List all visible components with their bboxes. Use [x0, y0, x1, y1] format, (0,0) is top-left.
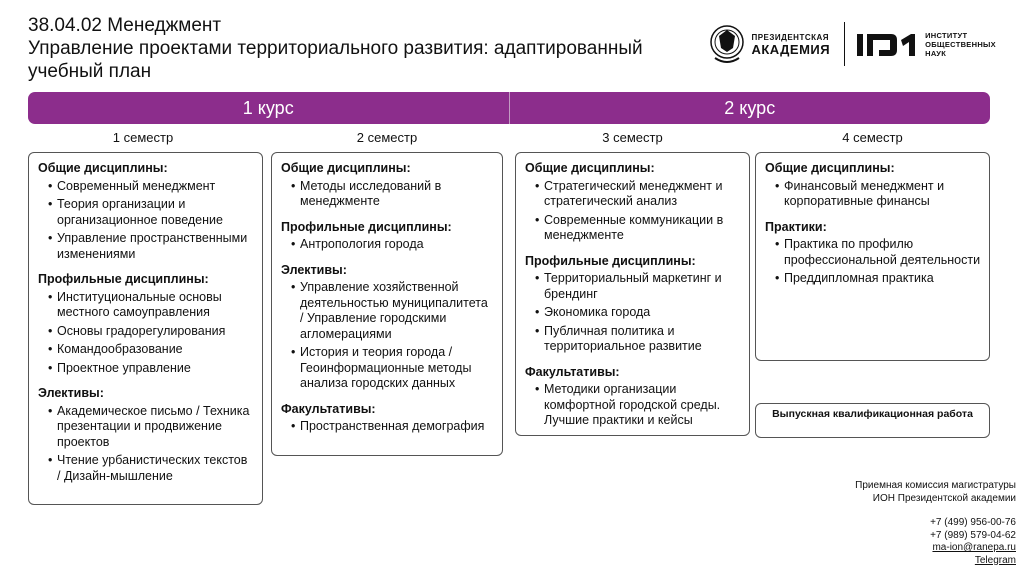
group-title: Профильные дисциплины:	[525, 253, 696, 268]
discipline-item: • Экономика города	[535, 305, 741, 321]
page-title	[28, 14, 708, 83]
discipline-list	[525, 179, 741, 244]
discipline-item: • Академическое письмо / Техника презентации и продвижение проектов	[48, 404, 254, 451]
discipline-item: • Публичная политика и территориальное развитие	[535, 324, 741, 355]
discipline-group	[281, 161, 494, 210]
discipline-item: • Управление пространственными изменениями	[48, 231, 254, 262]
discipline-list	[281, 419, 494, 435]
discipline-list	[765, 179, 981, 210]
discipline-item: • Современный менеджмент	[48, 179, 254, 195]
group-title: Элективы:	[281, 262, 347, 277]
course-1-label: 1 курс	[242, 97, 294, 118]
discipline-group	[38, 386, 254, 484]
semester-2-card	[271, 152, 503, 456]
semester-3-label: 3 семестр	[602, 130, 663, 145]
contacts-line1: Приемная комиссия магистратуры	[855, 480, 1016, 491]
discipline-item: • Преддипломная практика	[775, 271, 981, 287]
email-link[interactable]: ma-ion@ranepa.ru	[932, 542, 1016, 553]
discipline-group	[38, 272, 254, 376]
course-bar	[28, 92, 990, 124]
discipline-group	[281, 220, 494, 253]
semester-2-label: 2 семестр	[356, 130, 418, 145]
discipline-list	[38, 404, 254, 485]
discipline-list	[525, 271, 741, 355]
group-title: Общие дисциплины:	[38, 161, 168, 175]
discipline-group	[38, 161, 254, 262]
discipline-item: • Антропология города	[291, 237, 494, 253]
discipline-item: • Командообразование	[48, 342, 254, 358]
telegram-link[interactable]: Telegram	[974, 554, 1016, 566]
semester-4-label: 4 семестр	[842, 130, 903, 145]
group-title: Элективы:	[38, 386, 104, 400]
discipline-group	[765, 161, 981, 210]
phone-2: +7 (989) 579-04-62	[930, 529, 1016, 541]
discipline-item: • Территориальный маркетинг и брендинг	[535, 271, 741, 302]
discipline-list	[525, 382, 741, 429]
discipline-item: • Практика по профилю профессиональной деятельности	[775, 237, 981, 268]
discipline-item: • Управление хозяйственной деятельностью муниципалитета / Управление городскими агломерациями	[291, 280, 494, 342]
discipline-item: • Чтение урбанистических текстов / Дизайн-мышление	[48, 453, 254, 484]
discipline-item: • Институциональные основы местного самоуправления	[48, 290, 254, 321]
discipline-item: • Методики организации комфортной городской среды. Лучшие практики и кейсы	[535, 382, 741, 429]
program-name: Управление проектами территориального развития: адаптированный учебный план	[28, 38, 643, 82]
final-qualification-work-card: Выпускная квалификационная работа	[755, 403, 990, 438]
contacts	[855, 480, 1016, 567]
ion-logo-text: ИНСТИТУТ ОБЩЕСТВЕННЫХ НАУК	[925, 30, 996, 58]
discipline-group	[525, 365, 741, 429]
group-title: Общие дисциплины:	[281, 161, 411, 175]
semester-1-card	[28, 152, 263, 505]
group-title: Общие дисциплины:	[765, 161, 895, 175]
ion-logo-icon	[857, 30, 919, 58]
discipline-group	[281, 402, 494, 435]
discipline-item: • Теория организации и организационное поведение	[48, 197, 254, 228]
discipline-item: • Проектное управление	[48, 361, 254, 377]
discipline-item: • Пространственная демография	[291, 419, 494, 435]
program-code: 38.04.02 Менеджмент	[28, 15, 222, 36]
discipline-list	[281, 179, 494, 210]
course-2-label: 2 курс	[724, 97, 776, 118]
semester-3-card	[515, 152, 750, 436]
discipline-item: • История и теория города / Геоинформационные методы анализа городских данных	[291, 345, 494, 392]
academy-logo-text: ПРЕЗИДЕНТСКАЯ АКАДЕМИЯ	[751, 33, 831, 57]
discipline-group	[281, 263, 494, 392]
discipline-group	[525, 161, 741, 244]
discipline-list	[281, 280, 494, 392]
group-title: Практики:	[765, 219, 827, 234]
semester-4-card	[755, 152, 990, 361]
semester-1-label: 1 семестр	[112, 130, 174, 145]
group-title: Факультативы:	[281, 401, 376, 416]
discipline-item: • Методы исследований в менеджменте	[291, 179, 494, 210]
discipline-item: • Финансовый менеджмент и корпоративные финансы	[775, 179, 981, 210]
contacts-line2: ИОН Президентской академии	[872, 492, 1016, 504]
academy-emblem-icon	[709, 20, 745, 68]
discipline-item: • Современные коммуникации в менеджменте	[535, 213, 741, 244]
discipline-list	[38, 179, 254, 263]
discipline-item: • Стратегический менеджмент и стратегический анализ	[535, 179, 741, 210]
discipline-group	[765, 220, 981, 287]
discipline-item: • Основы градорегулирования	[48, 324, 254, 340]
group-title: Профильные дисциплины:	[38, 272, 209, 286]
logo-divider	[844, 22, 845, 66]
discipline-list	[38, 290, 254, 377]
group-title: Общие дисциплины:	[525, 161, 655, 175]
group-title: Факультативы:	[525, 364, 620, 379]
phone-1: +7 (499) 956-00-76	[930, 517, 1016, 528]
group-title: Профильные дисциплины:	[281, 219, 452, 234]
discipline-group	[525, 254, 741, 355]
discipline-list	[281, 237, 494, 253]
discipline-list	[765, 237, 981, 287]
logos	[709, 20, 996, 68]
